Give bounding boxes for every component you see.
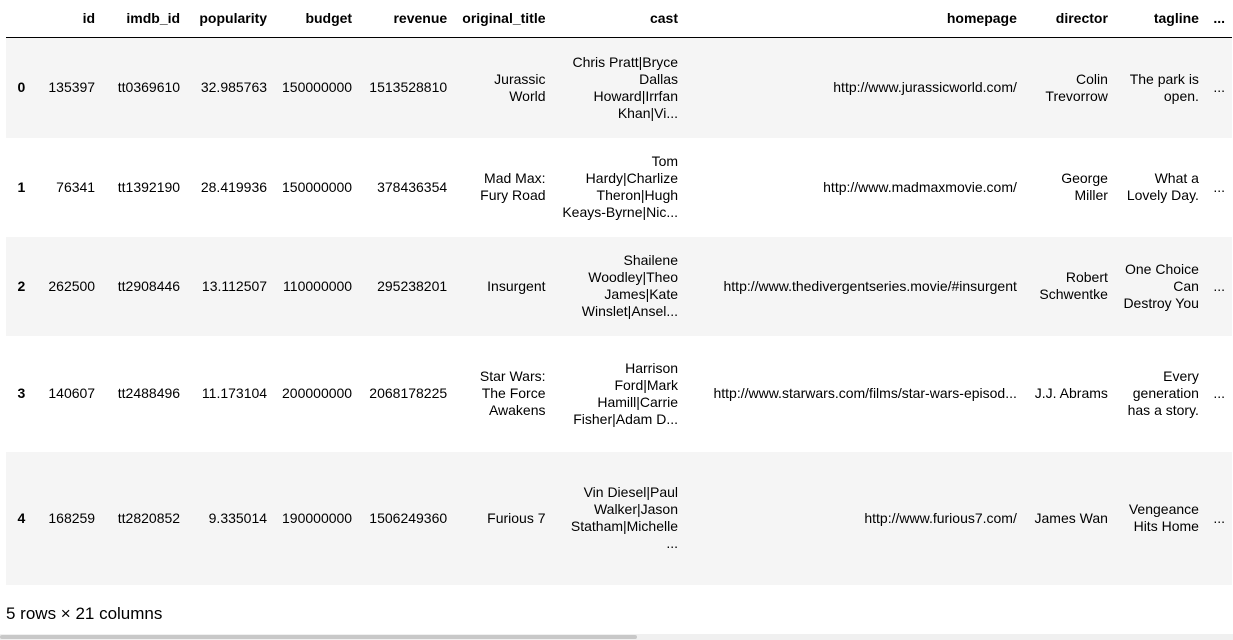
row-index: 0 [17, 79, 26, 96]
dataframe-shape-summary: 5 rows × 21 columns [6, 604, 163, 623]
cell-cast: Vin Diesel|Paul Walker|Jason Statham|Michelle ... [570, 484, 679, 551]
header-row [6, 0, 1232, 38]
scrollbar-thumb[interactable] [0, 635, 637, 639]
dataframe-output [6, 0, 1232, 585]
cell-director: George Miller [1061, 170, 1108, 203]
cell-imdb-id: tt0369610 [117, 79, 181, 96]
cell-tagline: What a Lovely Day. [1126, 170, 1199, 203]
cell-budget: 150000000 [282, 178, 353, 195]
cell-original-title: Furious 7 [487, 509, 546, 526]
header-budget: budget [274, 0, 359, 38]
dataframe-table [6, 0, 1232, 585]
table-row [6, 138, 1232, 237]
cell-homepage: http://www.starwars.com/films/star-wars-episod... [713, 385, 1017, 401]
header-original-title: original_title [454, 0, 552, 38]
cell-director: Robert Schwentke [1039, 269, 1108, 302]
cell-id: 76341 [56, 178, 96, 195]
header-cast: cast [553, 0, 686, 38]
cell-imdb-id: tt1392190 [117, 178, 181, 195]
cell-id: 135397 [48, 79, 96, 96]
horizontal-scrollbar[interactable] [0, 634, 1233, 640]
header-index [6, 0, 32, 38]
cell-popularity: 9.335014 [208, 509, 268, 526]
table-row [6, 336, 1232, 452]
table-row [6, 452, 1232, 585]
table-row [6, 38, 1232, 138]
cell-homepage: http://www.furious7.com/ [864, 509, 1017, 526]
cell-id: 168259 [48, 509, 96, 526]
cell-cast: Shailene Woodley|Theo James|Kate Winslet|Ansel... [581, 252, 679, 319]
cell-revenue: 2068178225 [369, 385, 448, 401]
cell-budget: 110000000 [283, 277, 353, 294]
cell-original-title: Star Wars: The Force Awakens [479, 368, 546, 418]
header-imdb-id: imdb_id [102, 0, 187, 38]
row-index: 1 [17, 178, 26, 195]
cell-original-title: Jurassic World [494, 70, 546, 104]
cell-revenue: 1513528810 [369, 79, 448, 96]
cell-tagline: Every generation has a story. [1127, 368, 1199, 418]
cell-popularity: 11.173104 [201, 385, 268, 401]
cell-imdb-id: tt2820852 [117, 509, 181, 526]
cell-director: J.J. Abrams [1034, 385, 1108, 401]
row-index: 4 [17, 509, 26, 526]
cell-cast: Harrison Ford|Mark Hamill|Carrie Fisher|Adam D... [573, 359, 679, 427]
cell-id: 262500 [48, 277, 96, 294]
row-index: 2 [17, 277, 26, 294]
cell-tagline: One Choice Can Destroy You [1123, 260, 1199, 311]
cell-homepage: http://www.madmaxmovie.com/ [823, 178, 1017, 195]
cell-more: ... [1213, 277, 1225, 294]
cell-cast: Tom Hardy|Charlize Theron|Hugh Keays-Byrne|Nic... [562, 153, 679, 220]
cell-id: 140607 [48, 385, 96, 401]
cell-director: Colin Trevorrow [1045, 70, 1108, 104]
cell-popularity: 28.419936 [200, 178, 268, 195]
header-homepage: homepage [685, 0, 1024, 38]
cell-budget: 190000000 [282, 509, 353, 526]
cell-homepage: http://www.thedivergentseries.movie/#insurgent [723, 277, 1017, 294]
cell-imdb-id: tt2908446 [117, 277, 181, 294]
cell-more: ... [1213, 79, 1225, 96]
cell-revenue: 378436354 [377, 178, 448, 195]
cell-director: James Wan [1034, 509, 1108, 526]
cell-budget: 150000000 [282, 79, 353, 96]
cell-budget: 200000000 [282, 385, 353, 401]
cell-original-title: Mad Max: Fury Road [480, 170, 546, 203]
header-tagline: tagline [1115, 0, 1206, 38]
header-id: id [32, 0, 102, 38]
cell-popularity: 13.112507 [201, 277, 268, 294]
cell-homepage: http://www.jurassicworld.com/ [833, 79, 1017, 96]
table-header [6, 0, 1232, 38]
table-body [6, 38, 1232, 585]
cell-revenue: 295238201 [377, 277, 448, 294]
row-index: 3 [17, 385, 26, 401]
cell-original-title: Insurgent [487, 277, 546, 294]
cell-popularity: 32.985763 [200, 79, 268, 96]
cell-cast: Chris Pratt|Bryce Dallas Howard|Irrfan Khan|Vi... [572, 53, 679, 121]
header-popularity: popularity [187, 0, 274, 38]
cell-more: ... [1213, 385, 1225, 401]
cell-revenue: 1506249360 [369, 509, 448, 526]
cell-tagline: Vengeance Hits Home [1128, 501, 1199, 534]
cell-more: ... [1213, 178, 1225, 195]
header-more: ... [1206, 0, 1232, 38]
cell-imdb-id: tt2488496 [117, 385, 181, 401]
table-row [6, 237, 1232, 336]
header-director: director [1024, 0, 1115, 38]
cell-tagline: The park is open. [1129, 70, 1199, 104]
header-revenue: revenue [359, 0, 454, 38]
cell-more: ... [1213, 509, 1225, 526]
